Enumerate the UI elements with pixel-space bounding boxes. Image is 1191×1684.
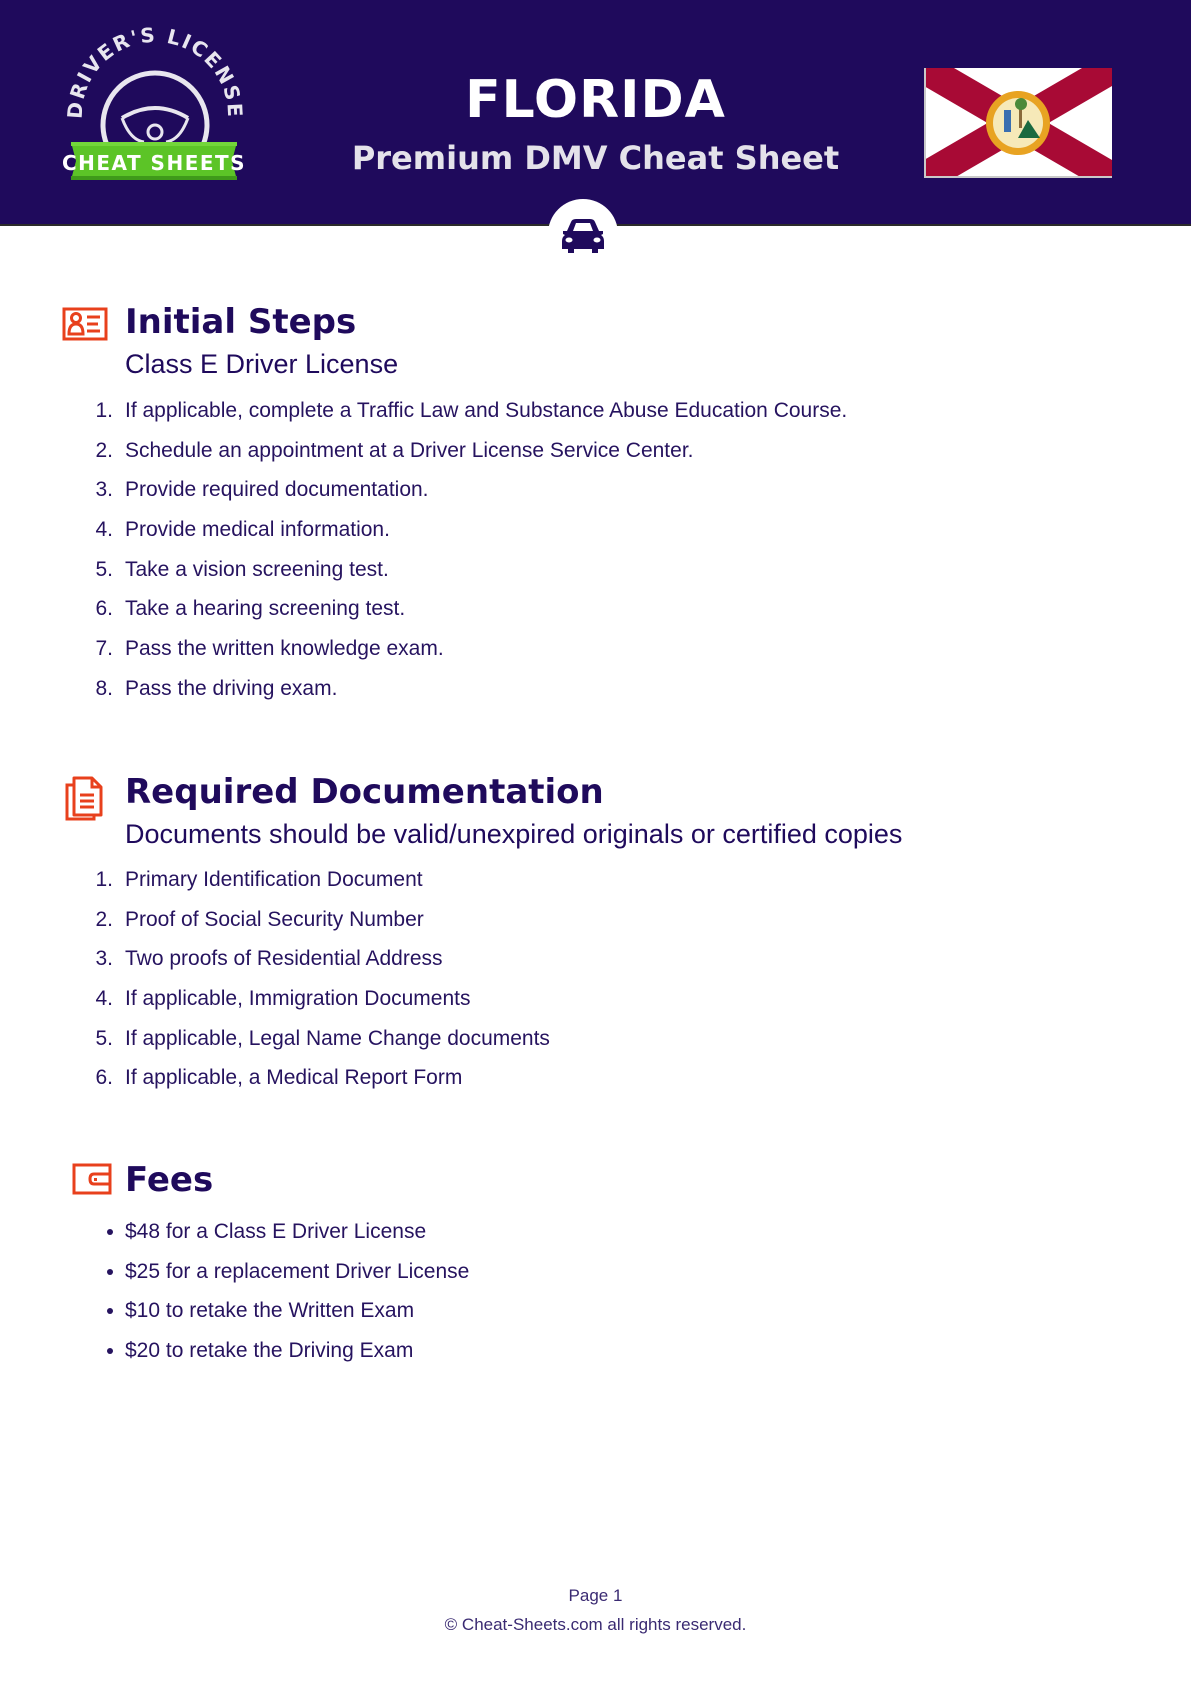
page-title: FLORIDA <box>465 70 726 130</box>
section-title: Fees <box>125 1160 214 1200</box>
list-item: 1. Primary Identification Document <box>95 868 423 891</box>
list-item: 6. If applicable, a Medical Report Form <box>95 1066 463 1090</box>
list-item: 2. Proof of Social Security Number <box>95 907 424 931</box>
list-item: $48 for a Class E Driver License <box>0 1212 1191 1252</box>
list-item: 5. If applicable, Legal Name Change documents <box>95 1026 550 1050</box>
copyright-notice: © Cheat-Sheets.com all rights reserved. <box>444 1615 747 1634</box>
list-item: 4. If applicable, Immigration Documents <box>95 987 471 1011</box>
list-item: 8. Pass the driving exam. <box>95 676 338 700</box>
section-title: Required Documentation <box>125 772 604 812</box>
documents-icon <box>64 775 104 826</box>
bullet-icon <box>107 1229 113 1235</box>
header-banner <box>0 0 1191 226</box>
required-documents-list <box>0 860 1191 1098</box>
section-subtitle: Class E Driver License <box>125 349 399 379</box>
bullet-icon <box>107 1348 113 1354</box>
id-card-icon <box>62 307 108 346</box>
section-subtitle: Documents should be valid/unexpired originals or certified copies <box>125 819 903 849</box>
list-item: $25 for a replacement Driver License <box>0 1252 1191 1292</box>
page-subtitle: Premium DMV Cheat Sheet <box>351 139 840 177</box>
list-item: 2. Schedule an appointment at a Driver License Service Center. <box>95 438 694 462</box>
logo-arc-text: DRIVER'S LICENSE <box>62 22 248 120</box>
logo-ribbon-text: CHEAT SHEETS <box>61 151 247 175</box>
list-item: 7. Pass the written knowledge exam. <box>95 637 444 661</box>
initial-steps-list <box>0 391 1191 709</box>
fees-list <box>0 1212 1191 1371</box>
list-item: 3. Two proofs of Residential Address <box>95 947 443 971</box>
section-title: Initial Steps <box>125 302 357 342</box>
list-item: 3. Provide required documentation. <box>95 478 429 502</box>
page-number: Page 1 <box>568 1586 623 1605</box>
list-item: 4. Provide medical information. <box>95 518 390 542</box>
list-item: $10 to retake the Written Exam <box>0 1291 1191 1331</box>
car-icon <box>560 218 606 254</box>
bullet-icon <box>107 1269 113 1275</box>
list-item: 1. If applicable, complete a Traffic Law and Substance Abuse Education Course. <box>95 399 848 422</box>
list-item: 6. Take a hearing screening test. <box>95 597 406 621</box>
bullet-icon <box>107 1308 113 1314</box>
list-item: $20 to retake the Driving Exam <box>0 1331 1191 1371</box>
florida-flag <box>924 68 1112 178</box>
list-item: 5. Take a vision screening test. <box>95 557 389 581</box>
wallet-icon <box>72 1163 112 1200</box>
